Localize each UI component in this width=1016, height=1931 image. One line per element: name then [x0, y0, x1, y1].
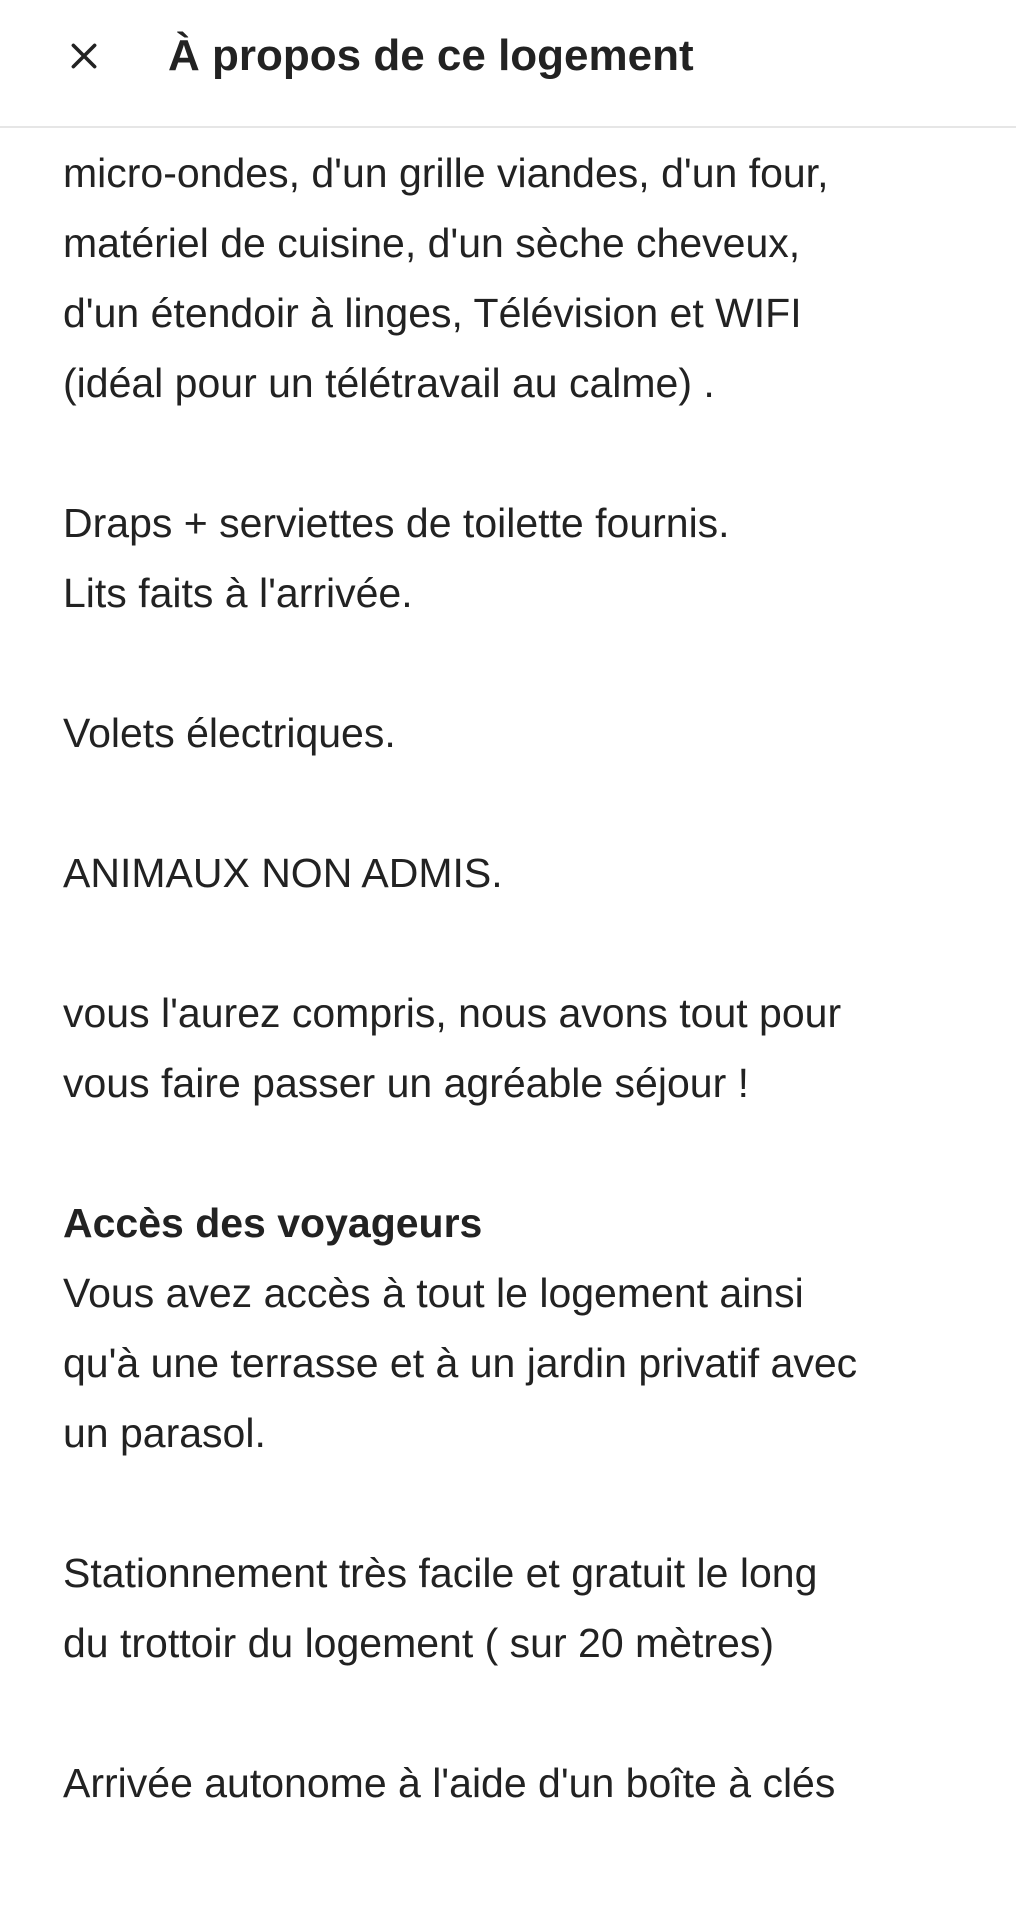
modal-header	[0, 0, 1016, 128]
description-line: (idéal pour un télétravail au calme) .	[63, 360, 715, 406]
guest-access-line: Vous avez accès à tout le logement ainsi	[63, 1270, 804, 1316]
paragraph-break	[63, 1678, 1013, 1748]
description-line: ANIMAUX NON ADMIS.	[63, 850, 503, 896]
paragraph-break	[63, 1118, 1013, 1188]
description-line: micro-ondes, d'un grille viandes, d'un four,	[63, 150, 829, 196]
description-line: d'un étendoir à linges, Télévision et WIFI	[63, 290, 802, 336]
page-title: À propos de ce logement	[168, 31, 694, 80]
description-line: matériel de cuisine, d'un sèche cheveux,	[63, 220, 801, 266]
description-line: vous faire passer un agréable séjour !	[63, 1060, 750, 1106]
guest-access-line: Arrivée autonome à l'aide d'un boîte à clés	[63, 1760, 836, 1806]
description-line: Volets électriques.	[63, 710, 396, 756]
description-line: Lits faits à l'arrivée.	[63, 570, 413, 616]
guest-access-line: du trottoir du logement ( sur 20 mètres)	[63, 1620, 774, 1666]
guest-access-line: Stationnement très facile et gratuit le long	[63, 1550, 818, 1596]
paragraph-break	[63, 1468, 1013, 1538]
paragraph-break	[63, 628, 1013, 698]
paragraph-break	[63, 908, 1013, 978]
guest-access-heading: Accès des voyageurs	[63, 1200, 483, 1246]
guest-access-line: un parasol.	[63, 1410, 266, 1456]
description-line: vous l'aurez compris, nous avons tout pour	[63, 990, 842, 1036]
description-line: Draps + serviettes de toilette fournis.	[63, 500, 730, 546]
close-icon	[67, 39, 101, 73]
paragraph-break	[63, 768, 1013, 838]
paragraph-break	[63, 418, 1013, 488]
guest-access-line: qu'à une terrasse et à un jardin privatif avec	[63, 1340, 858, 1386]
listing-description	[63, 138, 1013, 1818]
close-button[interactable]	[56, 28, 112, 84]
